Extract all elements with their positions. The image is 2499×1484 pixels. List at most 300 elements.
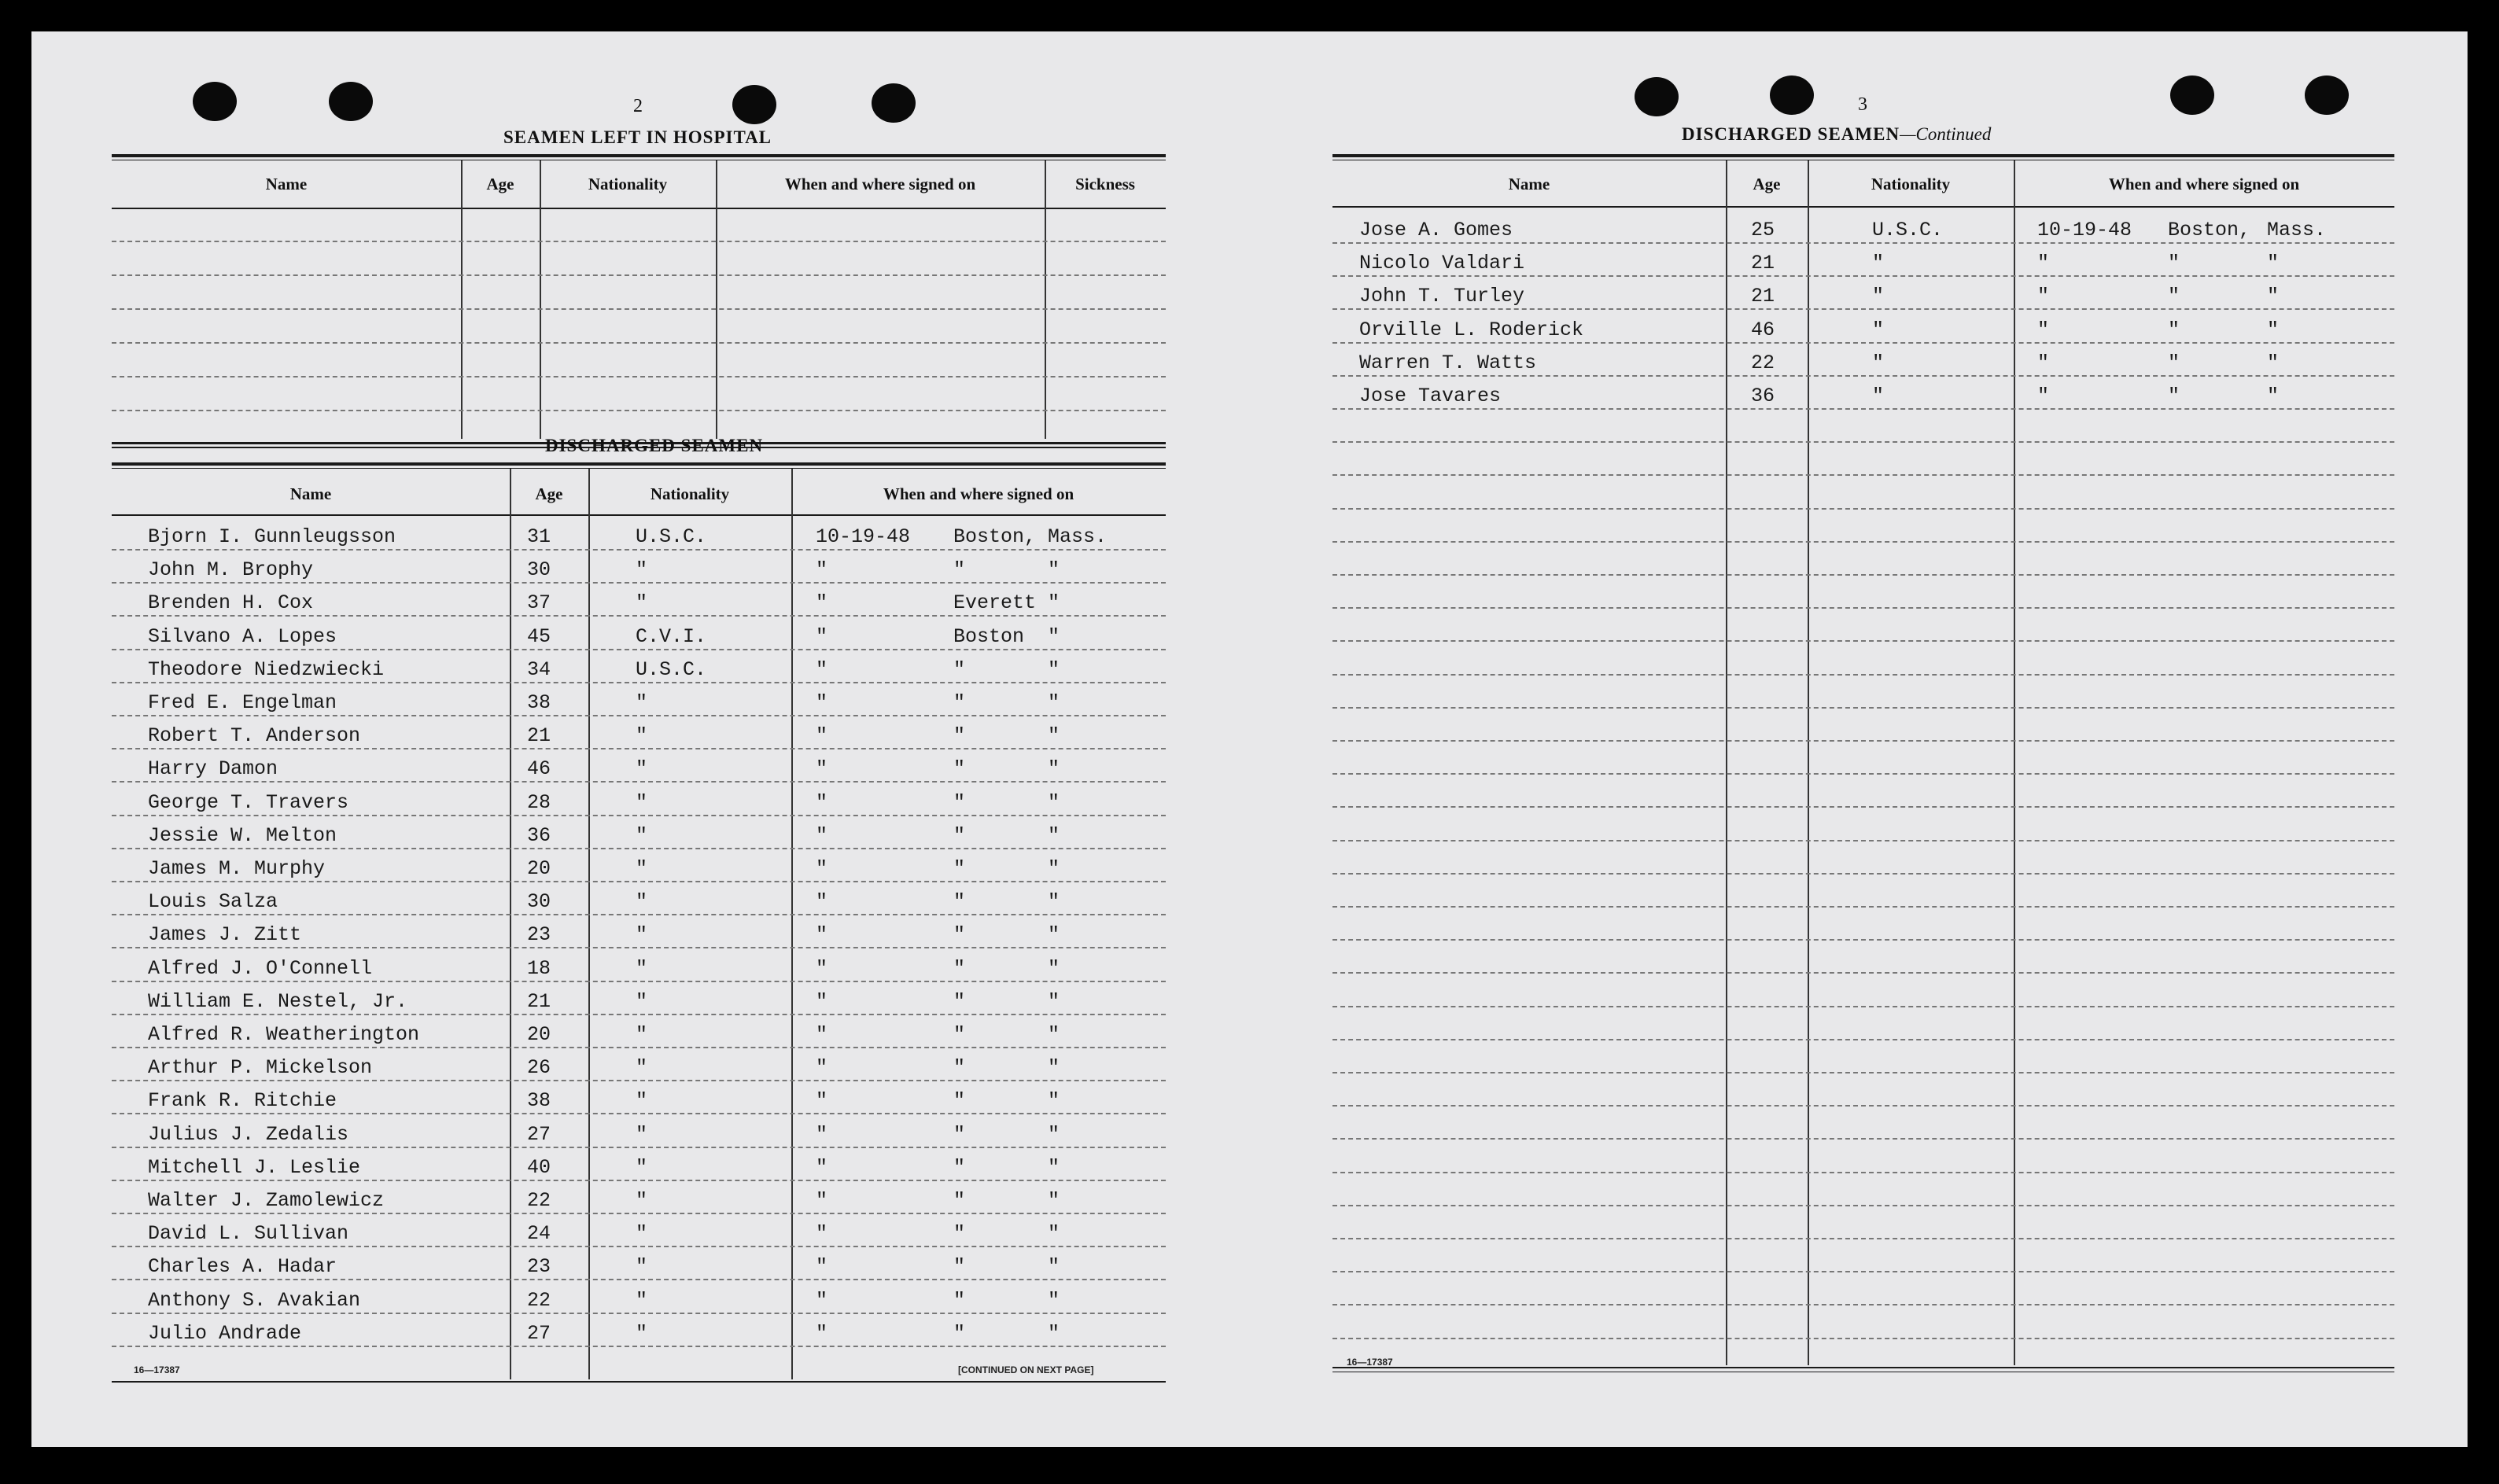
seaman-nationality: " <box>636 1222 648 1246</box>
seaman-nationality: " <box>636 1089 648 1113</box>
signed-on-place: Boston, <box>953 525 1037 548</box>
table-row <box>112 923 1166 947</box>
seaman-nationality: " <box>636 1122 648 1146</box>
row-rule <box>112 342 1166 344</box>
seaman-nationality: U.S.C. <box>636 525 707 548</box>
signed-on-state: " <box>1048 1321 1060 1345</box>
seaman-age: 46 <box>1751 318 1775 341</box>
seaman-age: 20 <box>527 1023 551 1046</box>
table-row <box>112 724 1166 748</box>
row-rule <box>112 881 1166 882</box>
row-rule <box>112 1246 1166 1247</box>
signed-on-state: " <box>1048 1089 1060 1113</box>
signed-on-place: " <box>953 923 966 947</box>
seaman-name: Nicolo Valdari <box>1359 252 1525 275</box>
signed-on-place: " <box>2168 351 2180 374</box>
signed-on-date: " <box>816 657 828 681</box>
seaman-name: Julius J. Zedalis <box>148 1122 349 1146</box>
signed-on-place: " <box>953 724 966 748</box>
signed-on-date: " <box>816 1321 828 1345</box>
column-header: Nationality <box>1871 175 1951 193</box>
signed-on-place: " <box>953 1288 966 1312</box>
seaman-age: 40 <box>527 1155 551 1179</box>
row-rule <box>1332 773 2394 775</box>
signed-on-place: " <box>2168 385 2180 407</box>
seaman-name: Bjorn I. Gunnleugsson <box>148 525 396 548</box>
signed-on-place: " <box>953 823 966 847</box>
right-section-title <box>1682 124 1991 145</box>
signed-on-date: " <box>816 890 828 914</box>
seaman-age: 22 <box>527 1189 551 1212</box>
row-rule <box>1332 1338 2394 1339</box>
row-rule <box>112 1080 1166 1081</box>
signed-on-date: " <box>816 1155 828 1179</box>
seaman-age: 34 <box>527 657 551 681</box>
seaman-age: 27 <box>527 1122 551 1146</box>
right-title-suffix: —Continued <box>1900 124 1992 144</box>
seaman-nationality: " <box>636 823 648 847</box>
table-row <box>112 1023 1166 1047</box>
seaman-nationality: C.V.I. <box>636 624 707 648</box>
seaman-nationality: " <box>1872 318 1885 341</box>
signed-on-state: " <box>2267 351 2280 374</box>
punch-hole <box>2305 75 2349 115</box>
signed-on-date: " <box>816 1222 828 1246</box>
seaman-nationality: " <box>636 757 648 781</box>
seaman-name: Arthur P. Mickelson <box>148 1056 373 1080</box>
row-rule <box>112 748 1166 749</box>
seaman-nationality: U.S.C. <box>1872 219 1944 241</box>
seaman-name: James J. Zitt <box>148 923 302 947</box>
signed-on-place: " <box>953 1321 966 1345</box>
seaman-age: 46 <box>527 757 551 781</box>
row-rule <box>112 1313 1166 1314</box>
punch-hole <box>329 82 373 121</box>
row-rule <box>1332 242 2394 244</box>
discharged-continued-table <box>1332 154 2394 1389</box>
table-row <box>1332 385 2394 408</box>
seaman-nationality: " <box>636 1321 648 1345</box>
seaman-name: David L. Sullivan <box>148 1222 349 1246</box>
punch-hole <box>1635 77 1679 116</box>
seaman-name: John T. Turley <box>1359 285 1525 308</box>
row-rule <box>1332 939 2394 941</box>
row-rule <box>1332 1039 2394 1040</box>
table-row <box>112 1255 1166 1279</box>
signed-on-place: Boston, <box>2168 219 2251 241</box>
signed-on-date: " <box>816 923 828 947</box>
discharged-section-title: DISCHARGED SEAMEN <box>545 436 764 455</box>
seaman-name: James M. Murphy <box>148 857 326 880</box>
signed-on-place: " <box>953 956 966 980</box>
column-header: Age <box>535 484 563 503</box>
signed-on-date: " <box>2037 252 2050 275</box>
seaman-age: 21 <box>527 989 551 1013</box>
signed-on-state: " <box>1048 624 1060 648</box>
discharged-table <box>112 462 1166 1390</box>
signed-on-place: " <box>953 691 966 714</box>
column-divider <box>716 160 717 439</box>
signed-on-state: " <box>1048 1189 1060 1212</box>
signed-on-date: " <box>816 790 828 814</box>
signed-on-date: 10-19-48 <box>2037 219 2132 241</box>
continued-note: [CONTINUED ON NEXT PAGE] <box>958 1364 1094 1375</box>
punch-hole <box>2170 75 2214 115</box>
signed-on-state: " <box>2267 252 2280 275</box>
table-row <box>112 525 1166 549</box>
signed-on-state: " <box>1048 1056 1060 1080</box>
signed-on-date: " <box>816 857 828 880</box>
row-rule <box>1332 640 2394 642</box>
signed-on-date: " <box>816 1122 828 1146</box>
column-divider <box>461 160 463 439</box>
seaman-age: 26 <box>527 1056 551 1080</box>
row-rule <box>1332 873 2394 875</box>
seaman-nationality: " <box>636 1023 648 1046</box>
signed-on-place: " <box>953 1255 966 1279</box>
signed-on-state: " <box>1048 923 1060 947</box>
column-header: Age <box>1753 175 1781 193</box>
signed-on-date: " <box>2037 351 2050 374</box>
signed-on-place: " <box>953 1023 966 1046</box>
column-header: Name <box>1508 175 1550 193</box>
row-rule <box>112 241 1166 242</box>
right-page-number: 3 <box>1858 94 1867 115</box>
signed-on-state: " <box>2267 285 2280 308</box>
table-row <box>112 691 1166 715</box>
seaman-name: Mitchell J. Leslie <box>148 1155 361 1179</box>
seaman-nationality: " <box>636 1155 648 1179</box>
table-row <box>1332 252 2394 275</box>
seaman-age: 21 <box>1751 252 1775 275</box>
seaman-age: 45 <box>527 624 551 648</box>
seaman-nationality: " <box>636 1288 648 1312</box>
signed-on-place: " <box>953 1122 966 1146</box>
signed-on-place: " <box>953 757 966 781</box>
seaman-age: 28 <box>527 790 551 814</box>
table-row <box>112 625 1166 649</box>
signed-on-place: " <box>953 1222 966 1246</box>
row-rule <box>112 781 1166 783</box>
row-rule <box>1332 1172 2394 1173</box>
seaman-age: 38 <box>527 1089 551 1113</box>
signed-on-date: " <box>816 823 828 847</box>
seaman-name: Frank R. Ritchie <box>148 1089 337 1113</box>
punch-hole <box>1770 75 1814 115</box>
table-row <box>112 1322 1166 1346</box>
signed-on-place: " <box>953 1155 966 1179</box>
table-row <box>112 824 1166 848</box>
seaman-age: 36 <box>1751 385 1775 407</box>
seaman-age: 22 <box>1751 351 1775 374</box>
right-form-number: 16—17387 <box>1347 1357 1393 1368</box>
right-title-main: DISCHARGED SEAMEN <box>1682 124 1900 144</box>
table-row <box>112 890 1166 914</box>
signed-on-state: " <box>2267 385 2280 407</box>
seaman-age: 21 <box>1751 285 1775 308</box>
seaman-name: Alfred J. O'Connell <box>148 956 373 980</box>
signed-on-date: " <box>2037 285 2050 308</box>
table-row <box>1332 319 2394 342</box>
signed-on-state: " <box>1048 790 1060 814</box>
seaman-age: 37 <box>527 591 551 615</box>
signed-on-date: 10-19-48 <box>816 525 911 548</box>
seaman-age: 21 <box>527 724 551 748</box>
signed-on-place: " <box>953 657 966 681</box>
signed-on-place: " <box>953 1056 966 1080</box>
signed-on-place: " <box>953 1089 966 1113</box>
seaman-nationality: " <box>636 1189 648 1212</box>
signed-on-state: " <box>1048 757 1060 781</box>
seaman-name: Louis Salza <box>148 890 278 914</box>
seaman-name: Harry Damon <box>148 757 278 781</box>
column-header: Nationality <box>650 484 730 503</box>
seaman-age: 20 <box>527 857 551 880</box>
table-row <box>112 957 1166 981</box>
table-row <box>112 558 1166 582</box>
seaman-name: Robert T. Anderson <box>148 724 361 748</box>
signed-on-place: " <box>2168 285 2180 308</box>
punch-hole <box>732 85 776 124</box>
signed-on-date: " <box>816 558 828 582</box>
signed-on-place: " <box>953 790 966 814</box>
row-rule <box>1332 1072 2394 1073</box>
row-rule <box>112 649 1166 650</box>
table-row <box>112 1123 1166 1147</box>
seaman-name: Anthony S. Avakian <box>148 1288 361 1312</box>
signed-on-state: " <box>1048 1288 1060 1312</box>
row-rule <box>112 1014 1166 1015</box>
signed-on-state: " <box>1048 1222 1060 1246</box>
row-rule <box>1332 1105 2394 1107</box>
row-rule <box>112 1346 1166 1347</box>
table-row <box>112 1189 1166 1213</box>
row-rule <box>112 274 1166 276</box>
signed-on-date: " <box>816 1089 828 1113</box>
punch-hole <box>872 83 916 123</box>
signed-on-date: " <box>816 624 828 648</box>
signed-on-date: " <box>816 591 828 615</box>
seaman-nationality: " <box>636 956 648 980</box>
seaman-name: Brenden H. Cox <box>148 591 314 615</box>
row-rule <box>112 1113 1166 1114</box>
signed-on-state: Mass. <box>1048 525 1108 548</box>
column-header: Age <box>486 175 514 193</box>
signed-on-date: " <box>816 757 828 781</box>
row-rule <box>112 682 1166 683</box>
seaman-nationality: " <box>636 1255 648 1279</box>
seaman-nationality: " <box>1872 385 1885 407</box>
column-header: Nationality <box>588 175 668 193</box>
signed-on-state: " <box>2267 318 2280 341</box>
seaman-name: Silvano A. Lopes <box>148 624 337 648</box>
seaman-name: Walter J. Zamolewicz <box>148 1189 385 1212</box>
signed-on-date: " <box>816 956 828 980</box>
seaman-nationality: U.S.C. <box>636 657 707 681</box>
row-rule <box>1332 574 2394 576</box>
punch-hole <box>193 82 237 121</box>
signed-on-place: " <box>953 890 966 914</box>
row-rule <box>112 848 1166 849</box>
table-row <box>1332 352 2394 375</box>
row-rule <box>1332 1271 2394 1272</box>
row-rule <box>112 981 1166 982</box>
hospital-section-title: SEAMEN LEFT IN HOSPITAL <box>503 127 772 147</box>
seaman-name: Jose Tavares <box>1359 385 1502 407</box>
row-rule <box>1332 375 2394 377</box>
row-rule <box>1332 1304 2394 1305</box>
document-sheet <box>31 31 2468 1447</box>
signed-on-place: Boston <box>953 624 1025 648</box>
seaman-age: 24 <box>527 1222 551 1246</box>
signed-on-state: " <box>1048 1023 1060 1046</box>
seaman-age: 27 <box>527 1321 551 1345</box>
seaman-age: 18 <box>527 956 551 980</box>
column-header: When and where signed on <box>784 175 976 193</box>
row-rule <box>112 947 1166 948</box>
seaman-nationality: " <box>636 890 648 914</box>
row-rule <box>112 1047 1166 1048</box>
signed-on-state: " <box>1048 1122 1060 1146</box>
row-rule <box>112 376 1166 377</box>
column-header: Sickness <box>1075 175 1135 193</box>
signed-on-date: " <box>2037 385 2050 407</box>
row-rule <box>1332 1006 2394 1007</box>
row-rule <box>1332 806 2394 808</box>
table-row <box>112 791 1166 815</box>
signed-on-date: " <box>816 1255 828 1279</box>
signed-on-place: " <box>2168 318 2180 341</box>
seaman-age: 31 <box>527 525 551 548</box>
seaman-nationality: " <box>636 857 648 880</box>
signed-on-place: Everett <box>953 591 1037 615</box>
signed-on-date: " <box>816 724 828 748</box>
row-rule <box>1332 740 2394 742</box>
signed-on-place: " <box>953 558 966 582</box>
seaman-name: Fred E. Engelman <box>148 691 337 714</box>
seaman-nationality: " <box>636 724 648 748</box>
seaman-nationality: " <box>636 691 648 714</box>
signed-on-date: " <box>816 1288 828 1312</box>
seaman-age: 36 <box>527 823 551 847</box>
signed-on-state: " <box>1048 691 1060 714</box>
table-row <box>112 591 1166 615</box>
seaman-name: William E. Nestel, Jr. <box>148 989 408 1013</box>
row-rule <box>1332 707 2394 709</box>
row-rule <box>1332 342 2394 344</box>
row-rule <box>1332 972 2394 974</box>
signed-on-state: " <box>1048 591 1060 615</box>
seaman-age: 30 <box>527 890 551 914</box>
table-row <box>1332 285 2394 308</box>
seaman-age: 25 <box>1751 219 1775 241</box>
row-rule <box>1332 906 2394 908</box>
hospital-table <box>112 154 1166 453</box>
seaman-name: Alfred R. Weatherington <box>148 1023 420 1046</box>
seaman-name: Julio Andrade <box>148 1321 302 1345</box>
table-row <box>112 1156 1166 1180</box>
row-rule <box>112 815 1166 816</box>
row-rule <box>1332 674 2394 676</box>
table-row <box>112 1289 1166 1313</box>
seaman-nationality: " <box>1872 252 1885 275</box>
table-row <box>112 857 1166 881</box>
signed-on-state: Mass. <box>2267 219 2327 241</box>
signed-on-place: " <box>953 1189 966 1212</box>
column-header: Name <box>265 175 308 193</box>
seaman-name: Theodore Niedzwiecki <box>148 657 385 681</box>
row-rule <box>1332 1138 2394 1140</box>
seaman-name: Orville L. Roderick <box>1359 318 1584 341</box>
signed-on-place: " <box>2168 252 2180 275</box>
seaman-age: 23 <box>527 1255 551 1279</box>
row-rule <box>1332 441 2394 443</box>
row-rule <box>112 914 1166 915</box>
row-rule <box>112 582 1166 584</box>
row-rule <box>1332 1205 2394 1206</box>
row-rule <box>112 1147 1166 1148</box>
table-row <box>112 1222 1166 1246</box>
row-rule <box>112 1213 1166 1214</box>
signed-on-date: " <box>816 1189 828 1212</box>
seaman-nationality: " <box>636 558 648 582</box>
signed-on-state: " <box>1048 989 1060 1013</box>
row-rule <box>1332 474 2394 476</box>
seaman-nationality: " <box>1872 351 1885 374</box>
seaman-age: 30 <box>527 558 551 582</box>
signed-on-state: " <box>1048 890 1060 914</box>
row-rule <box>1332 508 2394 510</box>
seaman-nationality: " <box>636 591 648 615</box>
row-rule <box>112 1279 1166 1280</box>
signed-on-date: " <box>2037 318 2050 341</box>
seaman-name: Jose A. Gomes <box>1359 219 1513 241</box>
row-rule <box>1332 408 2394 410</box>
row-rule <box>112 715 1166 716</box>
signed-on-state: " <box>1048 724 1060 748</box>
signed-on-place: " <box>953 857 966 880</box>
seaman-age: 22 <box>527 1288 551 1312</box>
signed-on-state: " <box>1048 823 1060 847</box>
seaman-name: Jessie W. Melton <box>148 823 337 847</box>
signed-on-date: " <box>816 1056 828 1080</box>
column-divider <box>540 160 541 439</box>
signed-on-state: " <box>1048 558 1060 582</box>
seaman-name: George T. Travers <box>148 790 349 814</box>
row-rule <box>112 615 1166 617</box>
row-rule <box>112 308 1166 310</box>
seaman-nationality: " <box>636 923 648 947</box>
table-row <box>112 658 1166 682</box>
row-rule <box>1332 607 2394 609</box>
signed-on-state: " <box>1048 657 1060 681</box>
signed-on-state: " <box>1048 1255 1060 1279</box>
seaman-nationality: " <box>636 1056 648 1080</box>
column-divider <box>1045 160 1046 439</box>
seaman-age: 23 <box>527 923 551 947</box>
signed-on-state: " <box>1048 956 1060 980</box>
column-header: Name <box>289 484 332 503</box>
signed-on-date: " <box>816 989 828 1013</box>
row-rule <box>1332 275 2394 277</box>
table-row <box>112 1089 1166 1113</box>
left-form-number: 16—17387 <box>134 1364 180 1375</box>
seaman-name: Warren T. Watts <box>1359 351 1537 374</box>
signed-on-place: " <box>953 989 966 1013</box>
column-header: When and where signed on <box>2108 175 2300 193</box>
row-rule <box>1332 1238 2394 1239</box>
signed-on-date: " <box>816 1023 828 1046</box>
